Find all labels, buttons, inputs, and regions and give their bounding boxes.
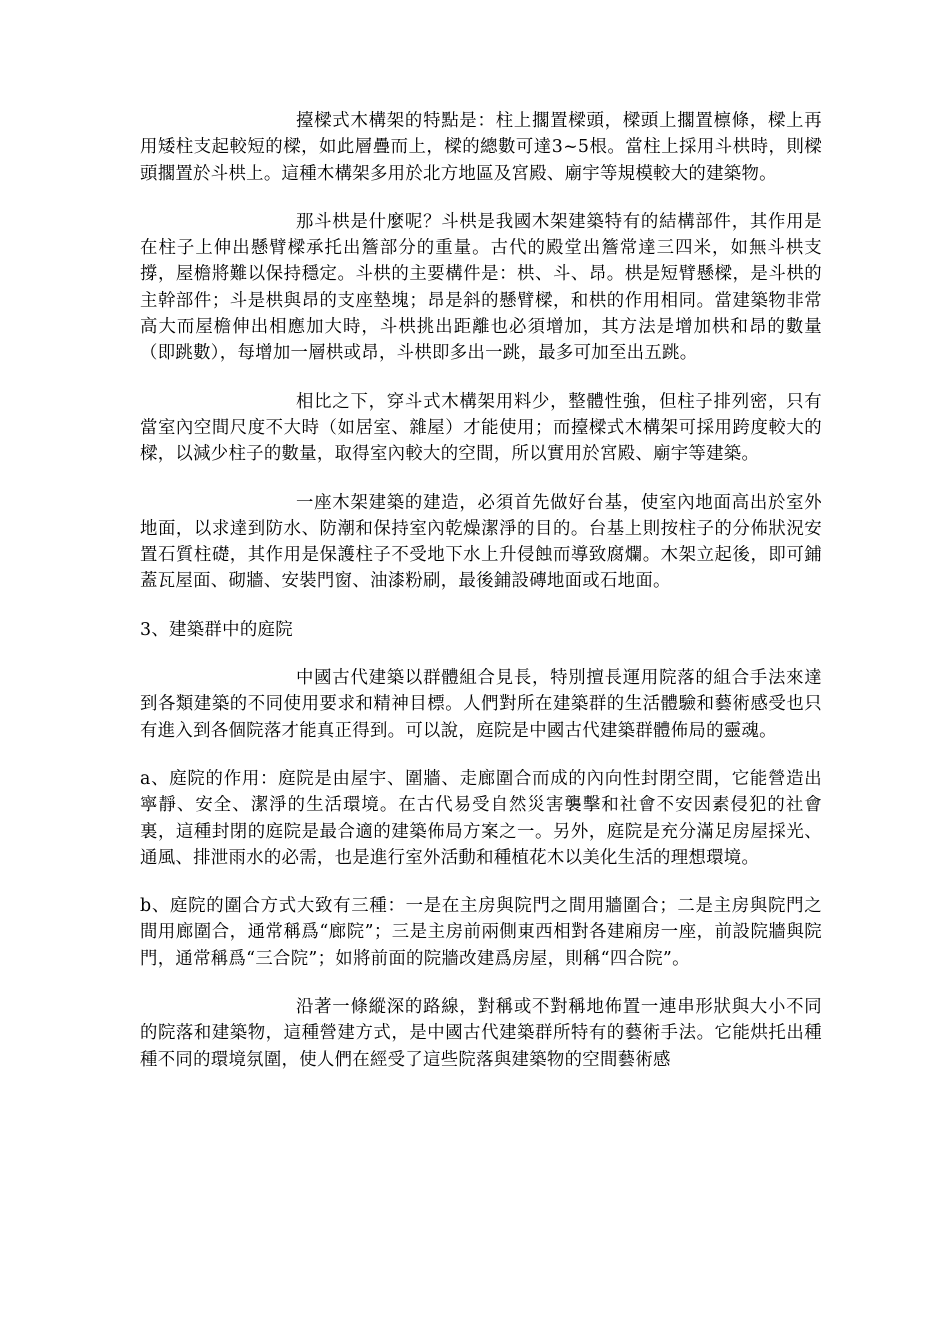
- paragraph-sequence: 沿著一條縱深的路線，對稱或不對稱地佈置一連串形狀與大小不同的院落和建築物，這種營建方式，是中國古代建築群所特有的藝術手法。它能烘托出種種不同的環境氛圍，使人們在經受了這些院落與建築物的空間藝術感: [140, 997, 822, 1070]
- section-heading-courtyard: 3、建築群中的庭院: [140, 619, 293, 640]
- document-page: [140, 108, 822, 1095]
- paragraph-dougong: 那斗栱是什麼呢？斗栱是我國木架建築特有的結構部件，其作用是在柱子上伸出懸臂樑承托出簷部分的重量。古代的殿堂出簷常達三四米，如無斗栱支撐，屋檐將難以保持穩定。斗栱的主要構件是：栱、斗、昂。栱是短臂懸樑，是斗栱的主幹部件；斗是栱與昂的支座墊塊；昂是斜的懸臂樑，和栱的作用相同。當建築物非常高大而屋檐伸出相應加大時，斗栱挑出距離也必須增加，其方法是增加栱和昂的數量（即跳數），每增加一層栱或昂，斗栱即多出一跳，最多可加至出五跳。: [140, 211, 822, 364]
- paragraph-courtyard-intro: 中國古代建築以群體組合見長，特別擅長運用院落的組合手法來達到各類建築的不同使用要求和精神目標。人們對所在建築群的生活體驗和藝術感受也只有進入到各個院落才能真正得到。可以說，庭院是中國古代建築群體佈局的靈魂。: [140, 668, 822, 741]
- paragraph-comparison: 相比之下，穿斗式木構架用料少，整體性強，但柱子排列密，只有當室內空間尺度不大時（如居室、雜屋）才能使用；而擡樑式木構架可採用跨度較大的樑，以減少柱子的數量，取得室內較大的空間，所以實用於宮殿、廟宇等建築。: [140, 391, 822, 465]
- paragraph-tailiang-features: 擡樑式木構架的特點是：柱上擱置樑頭，樑頭上擱置檩條，樑上再用矮柱支起較短的樑，如此層疊而上，樑的總數可達3~5根。當柱上採用斗栱時，則樑頭擱置於斗栱上。這種木構架多用於北方地區及宮殿、廟宇等規模較大的建築物。: [140, 111, 822, 184]
- paragraph-courtyard-enclosure: b、庭院的圍合方式大致有三種：一是在主房與院門之間用牆圍合；二是主房與院門之間用廊圍合，通常稱爲“廊院”；三是主房前兩側東西相對各建廂房一座，前設院牆與院門，通常稱爲“三合院”；如將前面的院牆改建爲房屋，則稱“四合院”。: [140, 896, 822, 969]
- paragraph-courtyard-function: a、庭院的作用：庭院是由屋宇、圍牆、走廊圍合而成的內向性封閉空間，它能營造出寧靜、安全、潔淨的生活環境。在古代易受自然災害襲擊和社會不安因素侵犯的社會裏，這種封閉的庭院是最合適的建築佈局方案之一。另外，庭院是充分滿足房屋採光、通風、排泄雨水的必需，也是進行室外活動和種植花木以美化生活的理想環境。: [140, 768, 822, 868]
- paragraph-construction: 一座木架建築的建造，必須首先做好台基，使室內地面高出於室外地面，以求達到防水、防潮和保持室內乾燥潔淨的目的。台基上則按柱子的分佈狀況安置石質柱礎，其作用是保護柱子不受地下水上升侵蝕而導致腐爛。木架立起後，即可鋪蓋瓦屋面、砌牆、安裝門窗、油漆粉刷，最後鋪設磚地面或石地面。: [140, 492, 822, 592]
